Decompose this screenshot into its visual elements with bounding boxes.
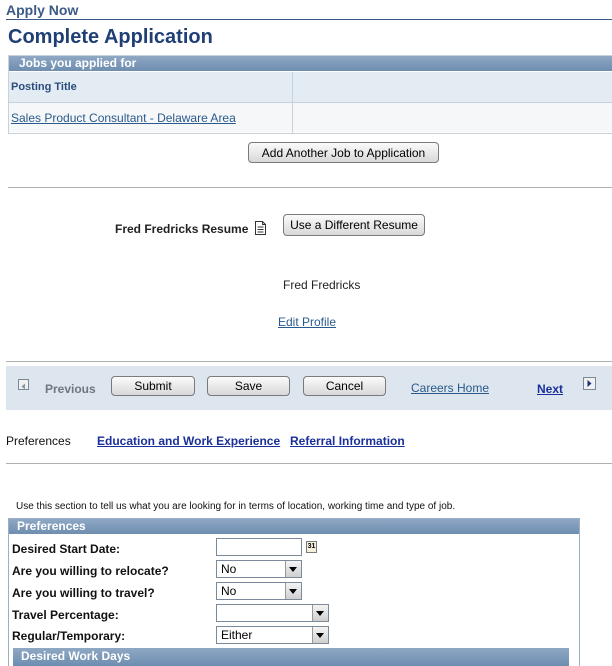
- preferences-caption: Preferences: [9, 519, 579, 534]
- section-divider: [8, 187, 612, 188]
- tab-education-work-experience[interactable]: Education and Work Experience: [97, 434, 281, 448]
- jobs-grid-header: [9, 72, 612, 103]
- cancel-button[interactable]: Cancel: [303, 376, 386, 396]
- submit-button[interactable]: Submit: [111, 376, 195, 396]
- travel-percentage-label: Travel Percentage:: [12, 608, 119, 622]
- travel-selected-value: No: [221, 584, 237, 598]
- toolbar-divider: [6, 361, 612, 362]
- desired-start-date-input[interactable]: [216, 538, 302, 556]
- resume-owner-name: Fred Fredricks: [283, 278, 361, 292]
- apply-now-title: Apply Now: [6, 2, 79, 18]
- grid-column-divider: [292, 72, 293, 133]
- preferences-section: [8, 518, 580, 666]
- relocate-select[interactable]: [216, 560, 302, 578]
- chevron-down-icon[interactable]: [285, 583, 301, 599]
- tab-preferences: Preferences: [6, 434, 71, 448]
- travel-label: Are you willing to travel?: [12, 586, 155, 600]
- regular-temporary-select[interactable]: [216, 626, 329, 644]
- careers-home-link[interactable]: Careers Home: [411, 381, 490, 395]
- tab-referral-information[interactable]: Referral Information: [290, 434, 405, 448]
- page-title: Complete Application: [8, 26, 213, 48]
- action-toolbar: [6, 366, 612, 410]
- regular-temporary-label: Regular/Temporary:: [12, 629, 126, 643]
- chevron-down-icon[interactable]: [312, 605, 328, 621]
- tabs-divider: [6, 463, 612, 464]
- relocate-label: Are you willing to relocate?: [12, 564, 169, 578]
- previous-arrow-icon[interactable]: [18, 379, 29, 390]
- table-row: [9, 103, 612, 132]
- chevron-down-icon[interactable]: [312, 627, 328, 643]
- travel-percentage-select[interactable]: [216, 604, 329, 622]
- next-link[interactable]: Next: [537, 382, 564, 396]
- instructions-text: Use this section to tell us what you are looking for in terms of location, working time and type of job.: [16, 501, 456, 512]
- next-arrow-icon[interactable]: [583, 377, 596, 390]
- add-another-job-button[interactable]: Add Another Job to Application: [248, 142, 439, 163]
- jobs-grid-caption: Jobs you applied for: [9, 56, 612, 71]
- desired-work-days-caption: Desired Work Days: [13, 648, 569, 666]
- calendar-icon[interactable]: 31: [306, 541, 317, 553]
- resume-label: Fred Fredricks Resume: [115, 222, 249, 236]
- chevron-down-icon[interactable]: [285, 561, 301, 577]
- jobs-applied-grid: [8, 55, 612, 134]
- desired-start-date-label: Desired Start Date:: [12, 542, 121, 556]
- edit-profile-link[interactable]: Edit Profile: [278, 315, 337, 329]
- travel-select[interactable]: [216, 582, 302, 600]
- use-different-resume-button[interactable]: Use a Different Resume: [283, 214, 425, 236]
- header-divider: [6, 19, 612, 20]
- job-posting-link[interactable]: Sales Product Consultant - Delaware Area: [11, 111, 236, 125]
- previous-button[interactable]: Previous: [45, 382, 96, 396]
- regular-temporary-selected-value: Either: [221, 628, 253, 642]
- posting-title-column-header: Posting Title: [11, 81, 77, 93]
- save-button[interactable]: Save: [207, 376, 290, 396]
- relocate-selected-value: No: [221, 562, 237, 576]
- document-icon[interactable]: [255, 221, 266, 235]
